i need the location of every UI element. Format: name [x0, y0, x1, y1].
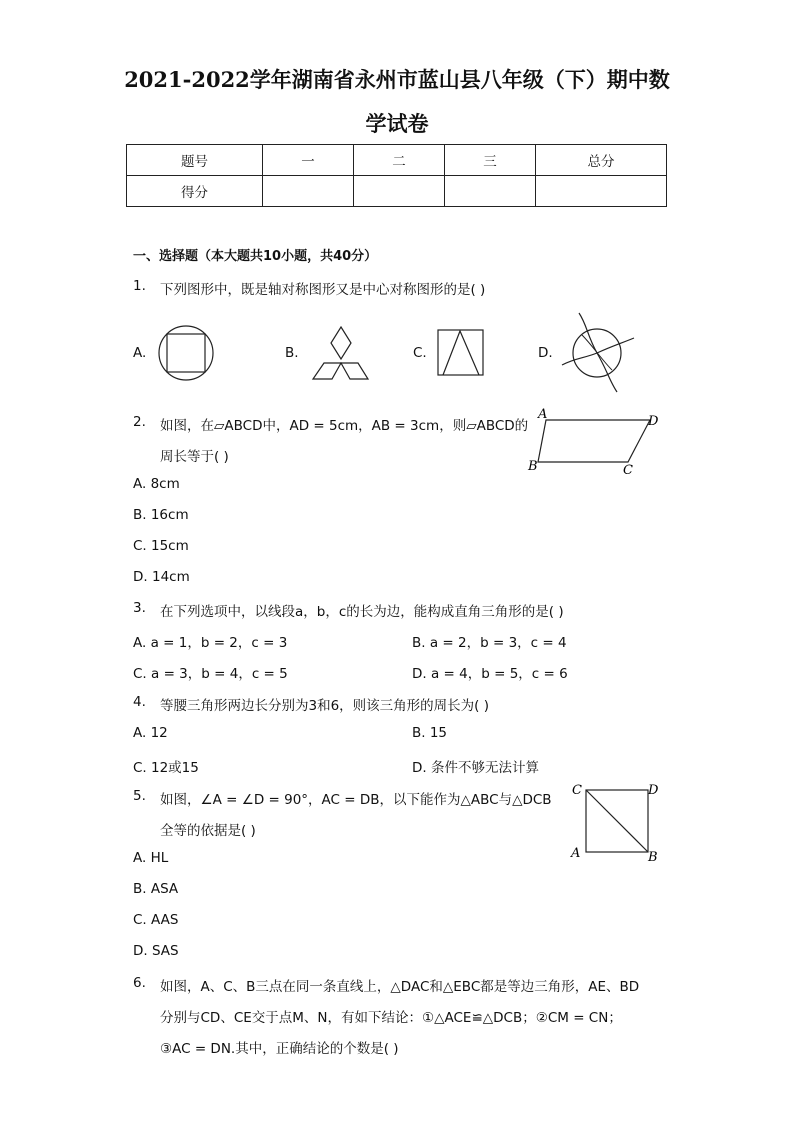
table-cell: 总分 — [536, 145, 667, 176]
question-number: 3. — [133, 600, 146, 616]
figure-circle-curves — [557, 310, 637, 395]
question-number: 1. — [133, 278, 146, 294]
section-heading: 一、选择题（本大题共10小题，共40分） — [133, 249, 378, 264]
figure-square-triangle — [435, 327, 487, 379]
vertex-label: B — [528, 459, 538, 474]
question-text: 全等的依据是( ) — [160, 823, 256, 839]
question-text: 周长等于( ) — [160, 449, 229, 465]
option-label: B. — [285, 345, 299, 361]
question-text: 如图，A、C、B三点在同一条直线上，△DAC和△EBC都是等边三角形，AE、BD — [160, 979, 640, 995]
question-text: 如图，∠A = ∠D = 90°，AC = DB，以下能作为△ABC与△DCB — [160, 792, 552, 808]
table-cell — [536, 176, 667, 207]
option-label: D. — [538, 345, 553, 361]
vertex-label: C — [572, 783, 582, 798]
option-label: B. 15 — [412, 725, 448, 741]
table-cell: 得分 — [127, 176, 263, 207]
option-label: B. ASA — [133, 881, 179, 897]
option-label: C. a = 3，b = 4，c = 5 — [133, 666, 288, 682]
option-label: A. 8cm — [133, 476, 180, 492]
option-label: C. — [413, 345, 427, 361]
question-number: 4. — [133, 694, 146, 710]
table-row — [127, 145, 667, 176]
figure-square-diagonal — [568, 780, 660, 862]
option-label: A. — [133, 345, 147, 361]
question-number: 5. — [133, 788, 146, 804]
question-text: 在下列选项中，以线段a，b，c的长为边，能构成直角三角形的是( ) — [160, 604, 564, 620]
table-cell: 一 — [263, 145, 354, 176]
option-label: B. a = 2，b = 3，c = 4 — [412, 635, 567, 651]
option-label: D. 14cm — [133, 569, 190, 585]
vertex-label: D — [648, 414, 659, 429]
page-title-line1: 2021-2022学年湖南省永州市蓝山县八年级（下）期中数 — [124, 67, 670, 92]
option-label: C. AAS — [133, 912, 179, 928]
table-cell: 题号 — [127, 145, 263, 176]
table-row — [127, 176, 667, 207]
table-cell: 二 — [354, 145, 445, 176]
score-table — [126, 144, 667, 207]
question-number: 6. — [133, 975, 146, 991]
vertex-label: B — [648, 850, 658, 862]
figure-circle-square — [155, 322, 219, 384]
table-cell — [445, 176, 536, 207]
question-text: 等腰三角形两边长分别为3和6，则该三角形的周长为( ) — [160, 698, 490, 714]
figure-three-rhombi — [310, 325, 372, 383]
option-label: D. SAS — [133, 943, 179, 959]
page-title-line2: 学试卷 — [365, 111, 429, 136]
vertex-label: A — [538, 407, 548, 422]
question-text: 下列图形中，既是轴对称图形又是中心对称图形的是( ) — [160, 282, 486, 298]
option-label: A. HL — [133, 850, 169, 866]
table-cell — [263, 176, 354, 207]
vertex-label: C — [623, 463, 633, 476]
option-label: C. 15cm — [133, 538, 189, 554]
vertex-label: A — [571, 846, 581, 861]
option-label: D. a = 4，b = 5，c = 6 — [412, 666, 568, 682]
option-label: C. 12或15 — [133, 760, 199, 776]
option-label: B. 16cm — [133, 507, 189, 523]
question-number: 2. — [133, 414, 146, 430]
question-text: ③AC = DN.其中，正确结论的个数是( ) — [160, 1041, 399, 1057]
figure-parallelogram-abcd — [524, 404, 664, 476]
vertex-label: D — [648, 783, 659, 798]
question-text: 分别与CD、CE交于点M、N，有如下结论：①△ACE≌△DCB；②CM = CN； — [160, 1010, 622, 1026]
table-cell — [354, 176, 445, 207]
table-cell: 三 — [445, 145, 536, 176]
option-label: A. a = 1，b = 2，c = 3 — [133, 635, 288, 651]
option-label: A. 12 — [133, 725, 168, 741]
option-label: D. 条件不够无法计算 — [412, 760, 539, 776]
question-text: 如图，在▱ABCD中，AD = 5cm，AB = 3cm，则▱ABCD的 — [160, 418, 529, 434]
